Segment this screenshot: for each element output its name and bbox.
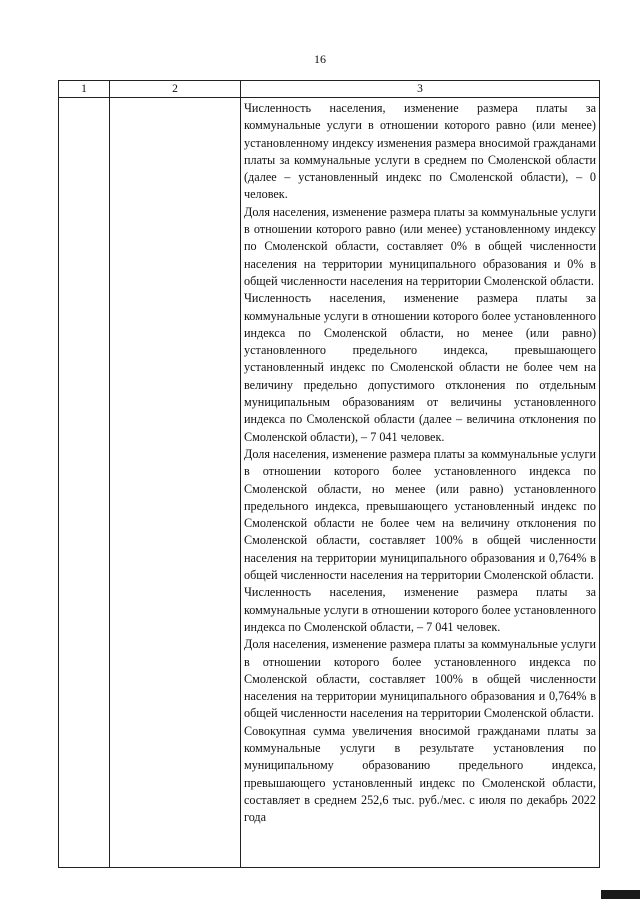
table-header-row <box>59 81 600 98</box>
table-row <box>59 98 600 868</box>
column-1-cell <box>59 98 110 868</box>
paragraph-share-within-deviation: Доля населения, изменение размера платы за коммунальные услуги в отношении которого более установленного индекса по Смоленской области, но менее (или равно) установленного предельного индекса, превышающего установленный индекс по Смоленской области не более чем на величину отклонения по Смоленской области, составляет 100% в общей численности населения на территории муниципального образования и 0,764% в общей численности населения на территории Смоленской области. <box>244 446 596 583</box>
document-table <box>58 80 600 868</box>
column-header-1: 1 <box>59 81 110 98</box>
scan-edge-mark <box>601 890 640 899</box>
paragraph-share-above-index: Доля населения, изменение размера платы за коммунальные услуги в отношении которого более установленного индекса по Смоленской области, составляет 100% в общей численности населения на территории муниципального образования и 0,764% в общей численности населения на территории Смоленской области. <box>244 637 596 721</box>
column-header-2: 2 <box>110 81 241 98</box>
column-3-cell <box>241 98 600 868</box>
column-header-3: 3 <box>241 81 600 98</box>
paragraph-total-increase: Совокупная сумма увеличения вносимой гражданами платы за коммунальные услуги в результате установления по муниципальному образованию предельного индекса, превышающего установленный индекс по Смоленской области, составляет в среднем 252,6 тыс. руб./мес. с июля по декабрь 2022 года <box>244 723 596 825</box>
page-number: 16 <box>314 52 326 66</box>
paragraph-population-within-deviation: Численность населения, изменение размера платы за коммунальные услуги в отношении которого более установленного индекса по Смоленской области, но менее (или равно) установленного предельного индекса, превышающего установленный индекс по Смоленской области не более чем на величину предельно допустимого отклонения по отдельным муниципальным образованиям от величины установленного индекса по Смоленской области (далее – величина отклонения по Смоленской области), – 7 041 человек. <box>244 291 596 444</box>
paragraph-population-equal-index: Численность населения, изменение размера платы за коммунальные услуги в отношении которого равно (или менее) установленному индексу изменения размера вносимой гражданами платы за коммунальные услуги в среднем по Смоленской области (далее – установленный индекс по Смоленской области), – 0 человек. <box>244 101 596 202</box>
paragraph-population-above-index: Численность населения, изменение размера платы за коммунальные услуги в отношении которого более установленного индекса по Смоленской области, – 7 041 человек. <box>244 585 596 634</box>
paragraph-share-equal-index: Доля населения, изменение размера платы за коммунальные услуги в отношении которого равно (или менее) установленному индексу по Смоленской области, составляет 0% в общей численности населения на территории муниципального образования и 0% в общей численности населения на территории Смоленской области. <box>244 204 596 288</box>
column-2-cell <box>110 98 241 868</box>
